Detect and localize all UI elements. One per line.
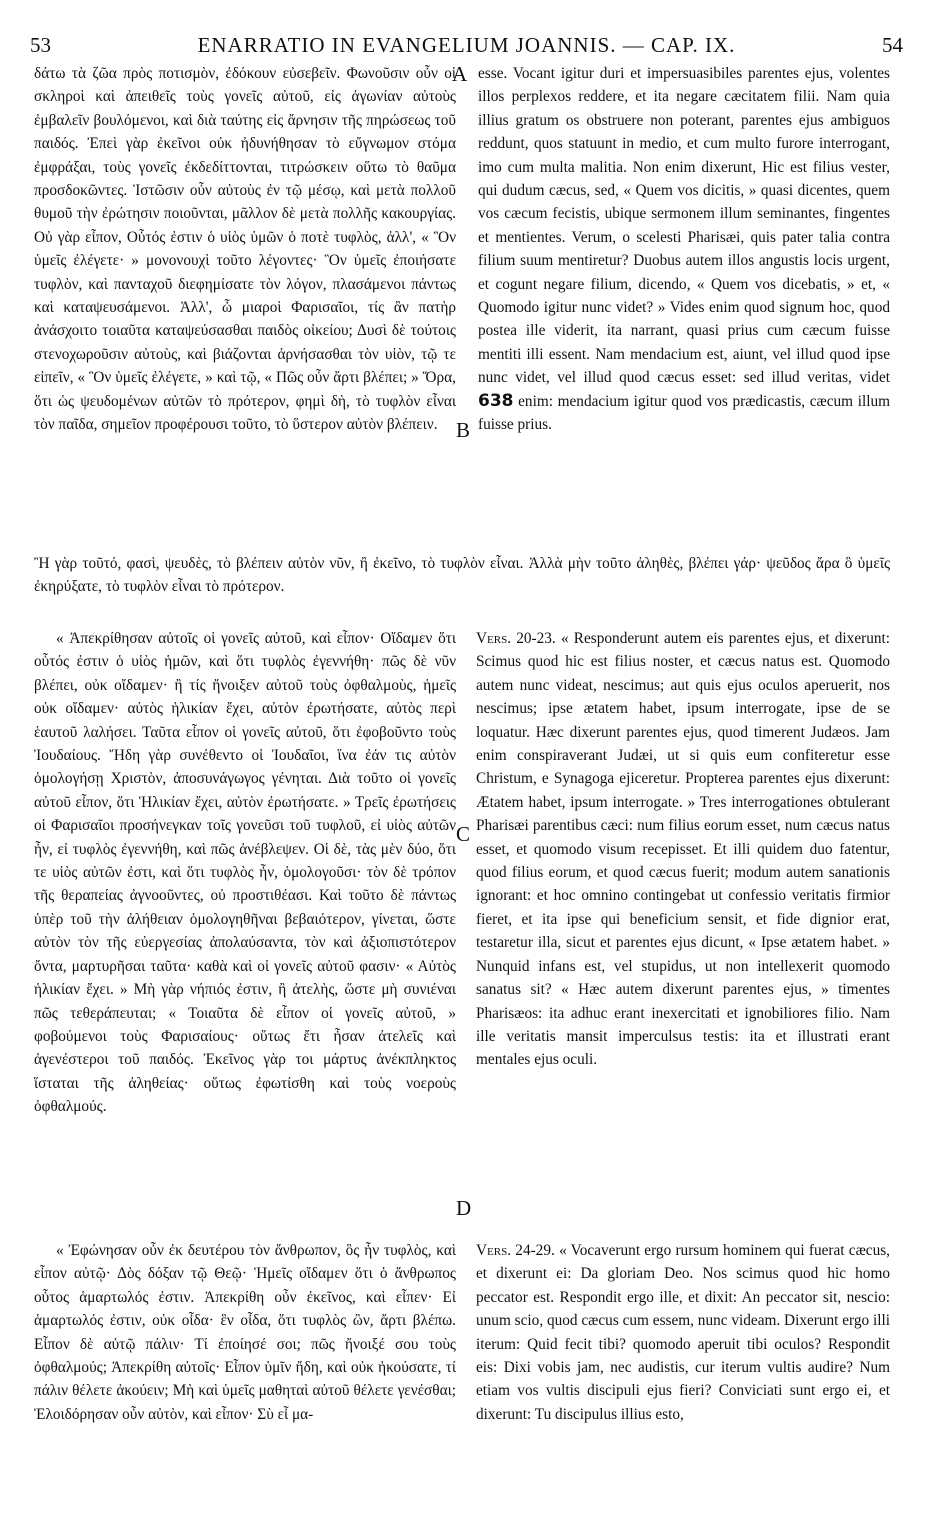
latin-text: « Vocaverunt ergo rursum hominem qui fuerat cæcus, et dixerunt ei: Da gloriam Deo. Nos scimus quod hic homo peccator est. Respondit ergo ille, et dixit: An peccator sit, nescio: unum scio, quod cæcus cum essem, nunc videam. Dixerunt ergo illi iterum: Quid fecit tibi? quomodo aperuit tibi oculos? Respondit eis: Dixi vobis jam, nec audistis, cur iterum vultis audire? Num etiam vos vultis discipuli ejus fieri? Conviciati sunt ergo ei, et dixerunt: Tu discipulus illius esto,: [476, 1242, 890, 1423]
latin-block-3: [476, 1239, 890, 1426]
greek-paragraph: δάτω τὰ ζῶα πρὸς ποτισμὸν, ἐδόκουν εὐσεβεῖν. Φωνοῦσιν οὖν οἱ σκληροὶ καὶ ἀπειθεῖς τοὺς γονεῖς αὐτοῦ, εἰς ἀγωνίαν αὐτοὺς ἐμβαλεῖν βουλόμενοι, καὶ διὰ ταύτης εἰς ἄρνησιν τῆς πηρώσεως τοῦ παιδός. Ἐπεὶ γὰρ ἐκεῖνοι οὐκ ἠδυνήθησαν τὸ εὔγνωμον στόμα ἐμφράξαι, τοὺς γονεῖς ἐκδεδίττονται, τιτρώσκειν οὕτω τὸ θαῦμα προσδοκῶντες. Ἱστῶσιν οὖν αὐτοὺς ἐν τῷ μέσῳ, καὶ μετὰ πολλοῦ θυμοῦ τὴν ἐρώτησιν ποιοῦνται, μᾶλλον δὲ μετὰ πολλῆς κακουργίας. Οὐ γὰρ εἶπον, Οὗτός ἐστιν ὁ υἱὸς ὑμῶν ὁ ποτὲ τυφλὸς, ἀλλ', « Ὃν ὑμεῖς ἐλέγετε· » μονονουχὶ τοῦτο λέγοντες· Ὃν ὑμεῖς ἐποιήσατε τυφλὸν, καὶ πανταχοῦ διεφημίσατε τὸν λόγον, πλασάμενοι πάντως καὶ καταψευσάμενοι. Ἀλλ', ὦ μιαροὶ Φαρισαῖοι, τίς ἂν πατὴρ ἀνάσχοιτο τοιαῦτα καταψεύσασθαι παιδὸς οἰκείου; Δυσὶ δὲ τούτοις στενοχωροῦσιν αὐτοὺς, καὶ βιάζονται ἀρνήσασθαι τὸν υἱὸν, τῷ τε εἰπεῖν, « Ὃν ὑμεῖς ἐλέγετε, » καὶ τῷ, « Πῶς οὖν ἄρτι βλέπει; » Ὅρα, ὅτι ὡς ψευδομένων αὐτῶν τὸ πρότερον, φημὶ δὴ, τὸ τυφλὸν εἶναι τὸν παῖδα, σημεῖον προφέρουσι τοῦτο, τὸ ὕστερον αὐτὸν βλέπειν.: [34, 65, 456, 434]
margin-letter-a: A: [452, 62, 468, 86]
verse-heading: Vers. 20-23.: [476, 630, 556, 647]
page-number-right: 54: [882, 33, 903, 57]
greek-paragraph: « Ἐφώνησαν οὖν ἐκ δευτέρου τὸν ἄνθρωπον, ὃς ἦν τυφλὸς, καὶ εἶπον αὐτῷ· Δὸς δόξαν τῷ Θεῷ· Ἡμεῖς οἴδαμεν ὅτι ὁ ἄνθρωπος οὗτος ἁμαρτωλός ἐστιν. Ἀπεκρίθη οὖν ἐκεῖνος, καὶ εἶπεν· Εἰ ἁμαρτωλός ἐστιν, οὐκ οἶδα· ἓν οἶδα, ὅτι τυφλὸς ὢν, ἄρτι βλέπω. Εἶπον δὲ αὐτῷ πάλιν· Τί ἐποίησέ σοι; πῶς ἤνοιξέ σου τοὺς ὀφθαλμούς; Ἀπεκρίθη αὐτοῖς· Εἶπον ὑμῖν ἤδη, καὶ οὐκ ἠκούσατε, τί πάλιν θέλετε ἀκούειν; Μὴ καὶ ὑμεῖς μαθηταὶ αὐτοῦ θέλετε γενέσθαι; Ἐλοιδόρησαν οὖν αὐτὸν, καὶ εἶπον· Σὺ εἶ μα-: [34, 1242, 456, 1423]
verse-heading: Vers. 24-29.: [476, 1242, 555, 1259]
margin-letter-c: C: [456, 822, 471, 846]
greek-spanning-line: [34, 552, 890, 599]
running-header: [30, 33, 903, 63]
latin-block-1: [478, 62, 890, 437]
page-number-left: 53: [30, 33, 51, 57]
latin-paragraph: [476, 1239, 890, 1426]
greek-paragraph: « Ἀπεκρίθησαν αὐτοῖς οἱ γονεῖς αὐτοῦ, καὶ εἶπον· Οἴδαμεν ὅτι οὗτός ἐστιν ὁ υἱὸς ἡμῶν, καὶ ὅτι τυφλὸς ἐγεννήθη· πῶς δὲ νῦν βλέπει, οὐκ οἴδαμεν· ἢ τίς ἤνοιξεν αὐτοῦ τοὺς ὀφθαλμοὺς, ἡμεῖς οὐκ οἴδαμεν· αὐτὸς ἡλικίαν ἔχει, αὐτὸν ἐρωτήσατε, αὐτὸς περὶ ἑαυτοῦ λαλήσει. Ταῦτα εἶπον οἱ γονεῖς αὐτοῦ, ὅτι ἐφοβοῦντο τοὺς Ἰουδαίους. Ἤδη γὰρ συνέθεντο οἱ Ἰουδαῖοι, ἵνα ἐάν τις αὐτὸν ὁμολογήσῃ Χριστὸν, ἀποσυνάγωγος γένηται. Διὰ τοῦτο οἱ γονεῖς αὐτοῦ εἶπον, ὅτι Ἡλικίαν ἔχει, αὐτὸν ἐρωτήσατε. » Τρεῖς ἐρωτήσεις οἱ Φαρισαῖοι προσήνεγκαν τοῖς γονεῦσι τοῦ τυφλοῦ, εἰ υἱὸς αὐτῶν ἦν, εἰ τυφλὸς ἐγεννήθη, καὶ πῶς ἀνέβλεψεν. Οἱ δὲ, τὰς μὲν δύο, ὅτι τε υἱὸς αὐτῶν ἐστι, καὶ ὅτι τυφλὸς ἦν, ὁμολογοῦσι· τὸν δὲ τρόπον τῆς θεραπείας ἀγνοοῦντες, οὐ προστιθέασι. Καὶ τοῦτο δὲ πάντως ὑπὲρ τοῦ τὴν ἀλήθειαν ὁμολογηθῆναι βεβαιότερον, γίνεται, ὥστε αὐτὸν τὸν τῆς εὐεργεσίας ἀπολαύσαντα, τὸν καὶ ἀξιοπιστότερον ὄντα, μαρτυρῆσαι ταῦτα· καθὰ καὶ οἱ γονεῖς αὐτοῦ φασιν· « Αὐτὸς ἡλικίαν ἔχει. » Μὴ γὰρ νήπιός ἐστιν, ἢ ἀτελὴς, ὥστε μὴ συνιέναι πῶς τεθεράπευται; « Τοιαῦτα δὲ εἶπον οἱ γονεῖς αὐτοῦ, » φοβούμενοι τοὺς Φαρισαίους· οὕτως ἔτι ἦσαν ἀτελεῖς καὶ ἀγενέστεροι τοῦ παιδός. Ἐκεῖνος γὰρ τοι μάρτυς ἀνέκπληκτος ἵσταται τῆς ἀληθείας· οὕτως ἐφωτίσθη καὶ τοὺς νοεροὺς ὀφθαλμούς.: [34, 630, 456, 1116]
column-number: 638: [478, 390, 514, 411]
latin-text: esse. Vocant igitur duri et impersuasibiles parentes ejus, volentes illos perplexos reddere, et ita negare cæcitatem filii. Nam quia illius gratum os obstruere non poterant, parentes ejus ambiguos reddunt, quos statuunt in medio, et cum multo furore interrogant, imo cum multa malitia. Non enim dixerunt, Hic est filius vester, qui dudum cæcus, sed, « Quem vos dicitis, » quasi dicentes, quem vos cæcum fecistis, ubique sermonem illum seminantes, fingentes et mentientes. Verum, o scelesti Pharisæi, quis pater talia contra filium suum mentiretur? Duobus autem illos angustis locis urgent, et cogunt negare filium, dicendo, « Quem vos dicebatis, » et, « Quomodo igitur nunc videt? » Vides enim quod signum hoc, quod postea ille viderit, ita narrant, quasi prius cum cæcum fuisse mentiti illi essent. Nam mendacium est, aiunt, vel illud quod ipse nunc videt, vel illud quod cæcus esset: sed illud veritas, videt: [478, 65, 890, 387]
greek-block-3: [34, 1239, 456, 1426]
running-title: ENARRATIO IN EVANGELIUM JOANNIS. — CAP. IX.: [197, 33, 736, 57]
latin-paragraph: [476, 627, 890, 1072]
latin-paragraph: [478, 62, 890, 437]
greek-block-2: [34, 627, 456, 1119]
greek-block-1: [34, 62, 456, 437]
latin-block-2: [476, 627, 890, 1072]
margin-letter-b: B: [456, 418, 471, 442]
greek-paragraph: Ἢ γὰρ τοῦτό, φασὶ, ψευδὲς, τὸ βλέπειν αὐτὸν νῦν, ἢ ἐκεῖνο, τὸ τυφλὸν εἶναι. Ἀλλὰ μὴν τοῦτο ἀληθὲς, βλέπει γάρ· ψεῦδος ἄρα ὃ ὑμεῖς ἐκηρύξατε, τὸ τυφλὸν εἶναι τὸ πρότερον.: [34, 555, 890, 596]
margin-letter-d: D: [456, 1196, 472, 1220]
latin-text: « Responderunt autem eis parentes ejus, et dixerunt: Scimus quod hic est filius noster, et cæcus natus est. Quomodo autem nunc videat, nescimus; aut quis ejus oculos aperuerit, nos nescimus; ipse ætatem habet, ipsum interrogate, ipse de se loquatur. Hæc dixerunt parentes ejus, quod timerent Judæos. Jam enim conspiraverant Judæi, ut si quis eum confiteretur esse Christum, e Synagoga ejiceretur. Propterea parentes ejus dixerunt: Ætatem habet, ipsum interrogate. » Tres interrogationes obtulerant Pharisæi parentibus cæci: num filius eorum esset, num cæcus natus esset, et quomodo visum recepisset. Et illi quidem duo fatentur, quod filius eorum, et quod cæcus fuerit; modum autem sanationis ignorant: et hoc omnino contingebat ut confessio veritatis firmior fieret, et ita ipse qui beneficium sensit, et fide dignior erat, testaretur illa, sicut et parentes ejus dicunt, « Ipse ætatem habet. » Nunquid infans est, vel stupidus, ut non intellexerit quomodo sanatus sit? « Hæc autem dixerunt parentes ejus, » timentes Pharisæos: ita adhuc erant inexercitati et ignobiliores filio. Nam ille veritatis mansit imperculsus testis: ita et illustrati erant mentales ejus oculi.: [476, 630, 891, 1069]
latin-text-continued: enim: mendacium igitur quod vos prædicastis, cæcum illum fuisse prius.: [478, 392, 891, 434]
